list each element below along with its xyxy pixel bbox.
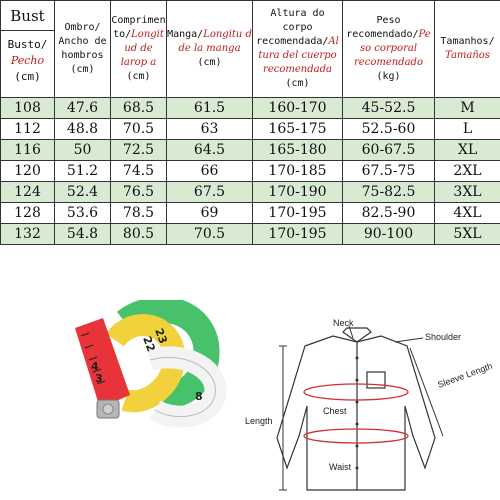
tape-mark: 4	[91, 360, 99, 373]
header-shoulder: Ombro/ Ancho de hombros (cm)	[55, 1, 111, 98]
label-length: Length	[245, 416, 273, 426]
tape-measure-image	[55, 300, 235, 430]
header-sleeve: Manga/Longitu d de la manga (cm)	[167, 1, 253, 98]
tape-mark: 3	[95, 372, 103, 385]
table-row: 112 48.8 70.5 63 165-175 52.5-60 L	[1, 119, 500, 140]
header-height: Altura do corpo recomendada/Al tura del cuerpo recomendada (cm)	[253, 1, 343, 98]
label-shoulder: Shoulder	[425, 332, 462, 342]
tape-mark: 22	[140, 334, 158, 354]
label-neck: Neck	[333, 318, 354, 328]
header-length: Comprimen to/Longit ud de larop a (cm)	[111, 1, 167, 98]
header-size: Tamanhos/ Tamaños	[435, 1, 500, 98]
header-bust: Bust Busto/ Pecho (cm)	[1, 1, 55, 98]
label-sleeve-length-1: Sleeve Length	[436, 360, 494, 390]
header-weight: Peso recomendado/Pe so corporal recomendado (kg)	[343, 1, 435, 98]
table-row: 108 47.6 68.5 61.5 160-170 45-52.5 M	[1, 98, 500, 119]
label-waist: Waist	[329, 462, 352, 472]
tape-mark: 8	[195, 390, 203, 403]
table-row: 124 52.4 76.5 67.5 170-190 75-82.5 3XL	[1, 182, 500, 203]
table-row: 120 51.2 74.5 66 170-185 67.5-75 2XL	[1, 161, 500, 182]
shirt-measurement-diagram	[245, 318, 495, 498]
size-chart-table	[0, 0, 500, 245]
table-row: 116 50 72.5 64.5 165-180 60-67.5 XL	[1, 140, 500, 161]
table-row: 128 53.6 78.5 69 170-195 82.5-90 4XL	[1, 203, 500, 224]
table-row: 132 54.8 80.5 70.5 170-195 90-100 5XL	[1, 224, 500, 245]
tape-mark: 23	[152, 326, 170, 346]
label-chest: Chest	[323, 406, 347, 416]
